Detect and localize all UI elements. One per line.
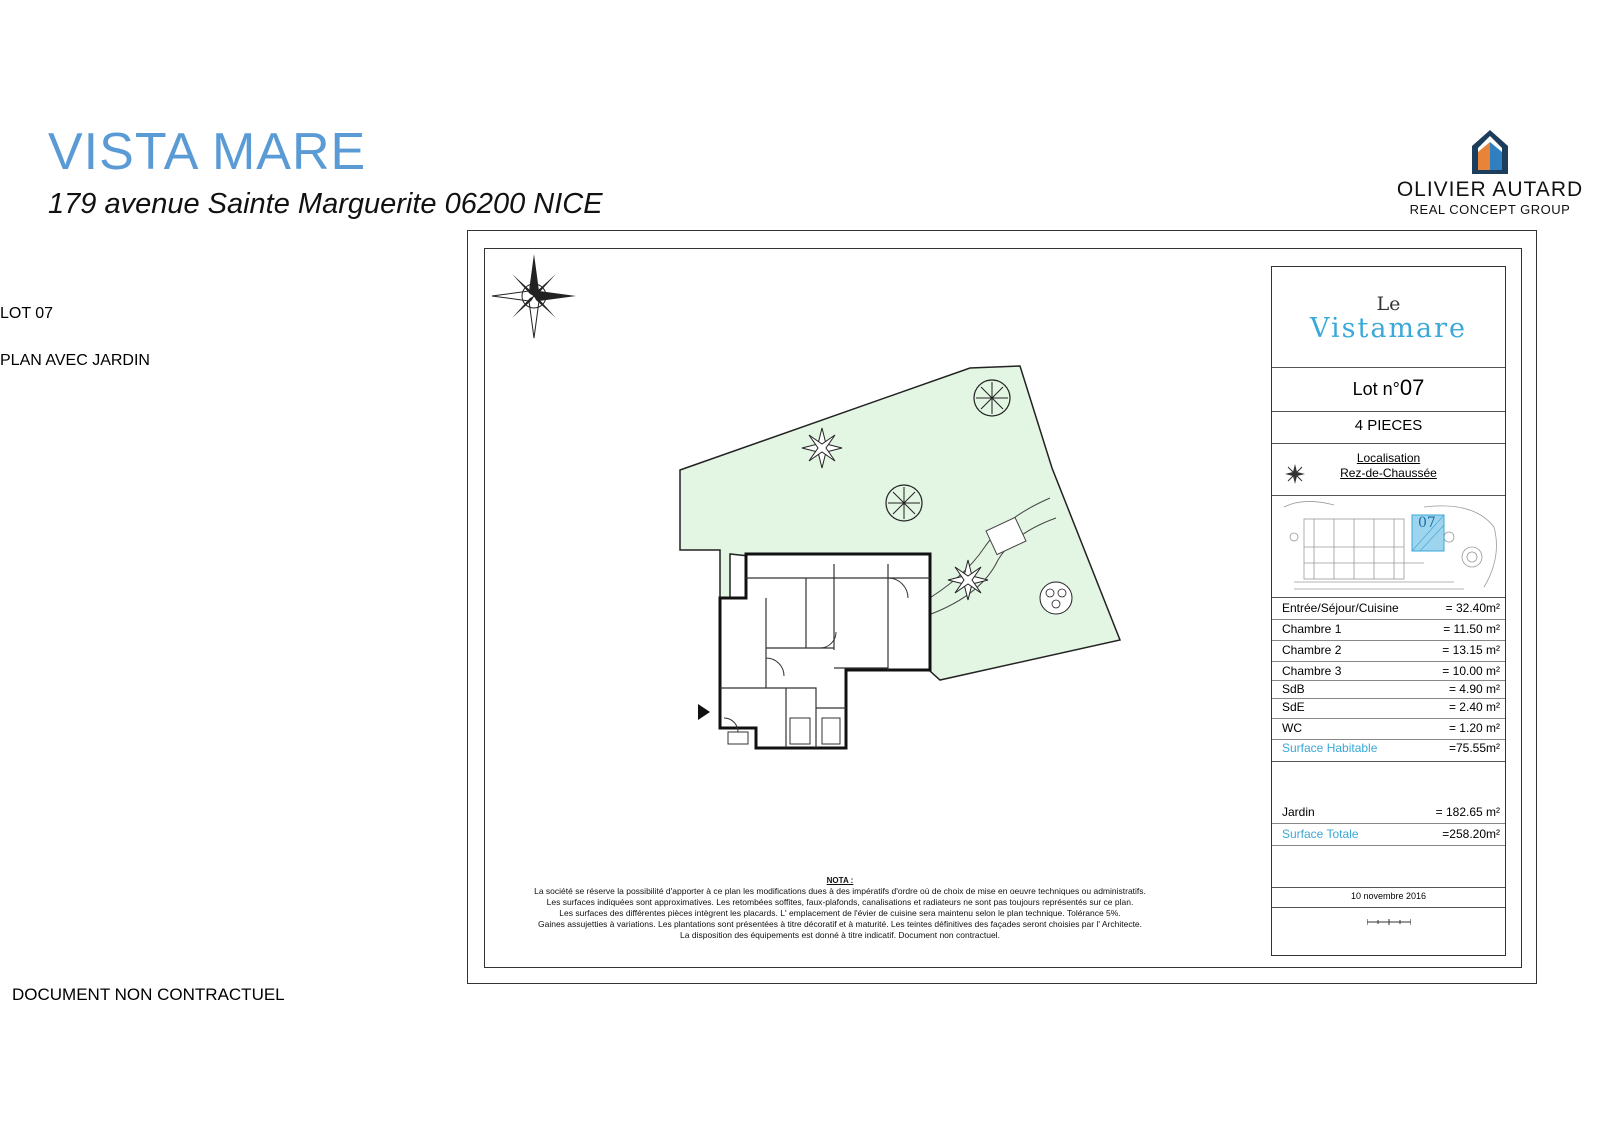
plan-heading: PLAN AVEC JARDIN xyxy=(0,352,150,369)
lot-number: Lot n°07 xyxy=(1352,375,1425,400)
address: 179 avenue Sainte Marguerite 06200 NICE xyxy=(48,188,603,220)
location-site-map xyxy=(1274,497,1503,597)
map-lot-label: 07 xyxy=(1418,515,1436,531)
plan-date: 10 novembre 2016 xyxy=(1350,891,1427,901)
house-logo-icon xyxy=(1468,128,1512,176)
room-row: Chambre 1 = 11.50 m² xyxy=(1282,622,1500,642)
pieces-count: 4 PIECES xyxy=(1354,417,1423,434)
surface-habitable-row: Surface Habitable =75.55m² xyxy=(1282,741,1500,755)
brand-name: Vistamare xyxy=(1309,313,1468,344)
floor-plan xyxy=(484,248,1244,868)
company-subtitle: REAL CONCEPT GROUP xyxy=(1409,202,1571,217)
jardin-row: Jardin = 182.65 m² xyxy=(1282,805,1500,825)
tree-icon xyxy=(974,380,1010,416)
nota-line: Les surfaces indiquées sont approximatives. Les retombées soffites, faux-plafonds, canalisations et radiateurs ne sont pas toujours représentés sur ce plan. xyxy=(546,897,1134,907)
room-row: Entrée/Séjour/Cuisine = 32.40m² xyxy=(1282,601,1500,621)
room-row: Chambre 3 = 10.00 m² xyxy=(1282,664,1500,684)
page-title: VISTA MARE xyxy=(48,123,367,181)
company-logo xyxy=(1390,126,1590,226)
nota-line: La société se réserve la possibilité d'apporter à ce plan les modifications dues à des impératifs d'ordre où de choix de mise en oeuvre techniques ou administratifs. xyxy=(534,886,1146,896)
room-row: WC = 1.20 m² xyxy=(1282,721,1500,741)
localisation-label: Localisation xyxy=(1356,451,1421,465)
room-row: SdE = 2.40 m² xyxy=(1282,700,1500,720)
disclaimer: DOCUMENT NON CONTRACTUEL xyxy=(12,985,285,1004)
nota-line: La disposition des équipements est donné à titre indicatif. Document non contractuel. xyxy=(680,930,1000,940)
lot-heading: LOT 07 xyxy=(0,305,54,322)
nota-title: NOTA : xyxy=(826,876,854,885)
nota-line: Les surfaces des différentes pièces intègrent les placards. L' emplacement de l'évier de cuisine sera maintenu selon le plan technique. Tolérance 5%. xyxy=(559,908,1121,918)
nota-block xyxy=(520,875,1160,941)
scale-bar-icon xyxy=(1367,917,1411,927)
tree-icon xyxy=(886,485,922,521)
room-row: Chambre 2 = 13.15 m² xyxy=(1282,643,1500,663)
shrub-icon xyxy=(1040,582,1072,614)
brand-le: Le xyxy=(1376,293,1401,315)
room-row: SdB = 4.90 m² xyxy=(1282,682,1500,702)
entrance-arrow-icon xyxy=(698,704,710,720)
title-block xyxy=(1271,266,1506,956)
level-label: Rez-de-Chaussée xyxy=(1340,466,1437,480)
nota-line: Gaines assujetties à variations. Les plantations sont présentées à titre décoratif et à maturité. Les teintes définitives des façades seront choisies par l' Architecte. xyxy=(537,919,1143,929)
compass-rose-icon xyxy=(492,254,576,338)
apartment-outline xyxy=(720,554,930,748)
surface-totale-row: Surface Totale =258.20m² xyxy=(1282,827,1500,847)
company-name: OLIVIER AUTARD xyxy=(1396,178,1584,201)
